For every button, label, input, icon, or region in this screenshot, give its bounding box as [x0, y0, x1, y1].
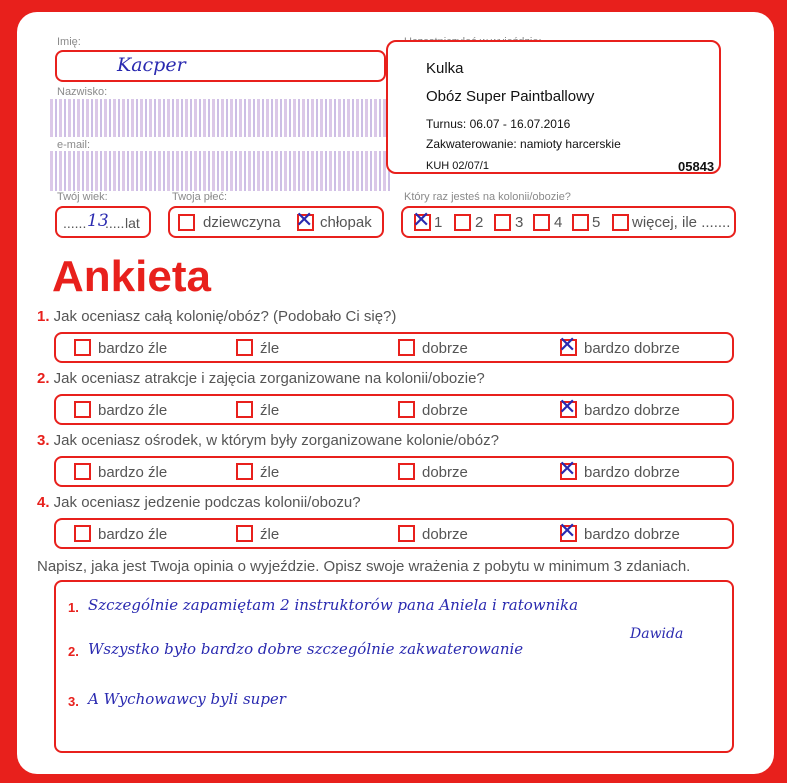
rating-checkbox[interactable]: [74, 525, 91, 542]
opinion-line-text: Szczególnie zapamiętam 2 instruktorów pana Aniela i ratownika: [88, 596, 579, 614]
age-value: 13: [87, 211, 109, 231]
check-mark-icon: ✕: [558, 457, 577, 482]
ticket-code: KUH 02/07/1: [426, 160, 489, 172]
rating-option-label: bardzo źle: [98, 402, 168, 419]
question-number: 3.: [37, 432, 50, 449]
check-mark-icon: ✕: [558, 395, 577, 420]
opinion-line-number: 3.: [68, 694, 79, 709]
check-mark-icon: ✕: [295, 208, 314, 233]
question-number: 2.: [37, 370, 50, 387]
check-mark-icon: ✕: [558, 333, 577, 358]
opinion-line-number: 1.: [68, 600, 79, 615]
rating-option-label: bardzo dobrze: [584, 402, 680, 419]
rating-option-label: bardzo dobrze: [584, 340, 680, 357]
question-4: [37, 494, 361, 511]
times-checkbox-5[interactable]: [572, 214, 589, 231]
name-field[interactable]: [55, 50, 386, 82]
age-field[interactable]: [55, 206, 151, 238]
times-checkbox-1[interactable]: [412, 208, 431, 233]
times-option-2: 2: [475, 214, 484, 231]
name-value: Kacper: [117, 54, 186, 76]
question-text: Jak oceniasz jedzenie podczas kolonii/obozu?: [49, 494, 361, 511]
question-number: 4.: [37, 494, 50, 511]
times-checkbox-3[interactable]: [494, 214, 511, 231]
rating-checkbox[interactable]: [398, 463, 415, 480]
times-option-5: 5: [592, 214, 601, 231]
rating-checkbox[interactable]: [558, 395, 577, 420]
rating-option-label: źle: [260, 464, 280, 481]
email-label: e-mail:: [57, 139, 91, 151]
rating-option-label: źle: [260, 402, 280, 419]
question-text: Jak oceniasz ośrodek, w którym były zorganizowane kolonie/obóz?: [49, 432, 499, 449]
age-unit: lat: [125, 215, 140, 231]
rating-option-label: bardzo źle: [98, 340, 168, 357]
rating-option-label: źle: [260, 340, 280, 357]
opinion-line-extra: Dawida: [630, 626, 684, 642]
ticket-turnus: Turnus: 06.07 - 16.07.2016: [426, 117, 571, 131]
question-2: [37, 370, 485, 387]
rating-option-label: bardzo źle: [98, 464, 168, 481]
opinion-line-text: Wszystko było bardzo dobre szczególnie zakwaterowanie: [88, 640, 524, 658]
opinion-prompt: Napisz, jaka jest Twoja opinia o wyjeździe. Opisz swoje wrażenia z pobytu w minimum 3 zdaniach.: [37, 558, 691, 575]
times-checkbox-4[interactable]: [533, 214, 550, 231]
surname-redaction: [50, 99, 390, 137]
question-text: Jak oceniasz całą kolonię/obóz? (Podobało Ci się?): [49, 308, 397, 325]
rating-option-label: dobrze: [422, 340, 468, 357]
times-option-4: 4: [554, 214, 563, 231]
question-1: [37, 308, 396, 325]
times-option-more: więcej, ile .......: [632, 214, 731, 231]
rating-checkbox[interactable]: [558, 457, 577, 482]
gender-checkbox-boy[interactable]: [295, 208, 314, 233]
rating-checkbox[interactable]: [74, 463, 91, 480]
rating-checkbox[interactable]: [74, 339, 91, 356]
ticket-line2: Obóz Super Paintballowy: [426, 88, 595, 105]
age-label: Twój wiek:: [57, 191, 108, 203]
rating-option-label: dobrze: [422, 402, 468, 419]
surname-label: Nazwisko:: [57, 86, 108, 98]
gender-option-boy: chłopak: [320, 214, 372, 231]
rating-option-label: źle: [260, 526, 280, 543]
opinion-line-number: 2.: [68, 644, 79, 659]
times-label: Który raz jesteś na kolonii/obozie?: [404, 191, 571, 203]
times-option-3: 3: [515, 214, 524, 231]
rating-option-label: dobrze: [422, 526, 468, 543]
name-label: Imię:: [57, 36, 81, 48]
age-dots-before: ......: [63, 215, 87, 231]
rating-option-label: bardzo źle: [98, 526, 168, 543]
times-checkbox-more[interactable]: [612, 214, 629, 231]
times-option-1: 1: [434, 214, 443, 231]
question-number: 1.: [37, 308, 50, 325]
ticket-number: 05843: [678, 159, 715, 174]
rating-checkbox[interactable]: [74, 401, 91, 418]
rating-checkbox[interactable]: [236, 463, 253, 480]
rating-checkbox[interactable]: [398, 339, 415, 356]
gender-option-girl: dziewczyna: [203, 214, 281, 231]
opinion-line-text: A Wychowawcy byli super: [88, 690, 286, 708]
page-title: Ankieta: [52, 252, 211, 301]
ticket-accommodation: Zakwaterowanie: namioty harcerskie: [426, 137, 621, 151]
check-mark-icon: ✕: [558, 519, 577, 544]
rating-checkbox[interactable]: [398, 401, 415, 418]
rating-checkbox[interactable]: [398, 525, 415, 542]
participant-ticket: [386, 40, 721, 174]
question-text: Jak oceniasz atrakcje i zajęcia zorganizowane na kolonii/obozie?: [49, 370, 485, 387]
rating-option-label: dobrze: [422, 464, 468, 481]
rating-checkbox[interactable]: [236, 525, 253, 542]
rating-checkbox[interactable]: [558, 519, 577, 544]
email-redaction: [50, 151, 390, 191]
age-dots-after: .....: [105, 215, 125, 231]
times-checkbox-2[interactable]: [454, 214, 471, 231]
ticket-line1: Kulka: [426, 60, 464, 77]
rating-option-label: bardzo dobrze: [584, 464, 680, 481]
check-mark-icon: ✕: [412, 208, 431, 233]
question-3: [37, 432, 499, 449]
rating-checkbox[interactable]: [558, 333, 577, 358]
rating-checkbox[interactable]: [236, 401, 253, 418]
gender-label: Twoja płeć:: [172, 191, 228, 203]
gender-checkbox-girl[interactable]: [178, 214, 195, 231]
rating-checkbox[interactable]: [236, 339, 253, 356]
rating-option-label: bardzo dobrze: [584, 526, 680, 543]
